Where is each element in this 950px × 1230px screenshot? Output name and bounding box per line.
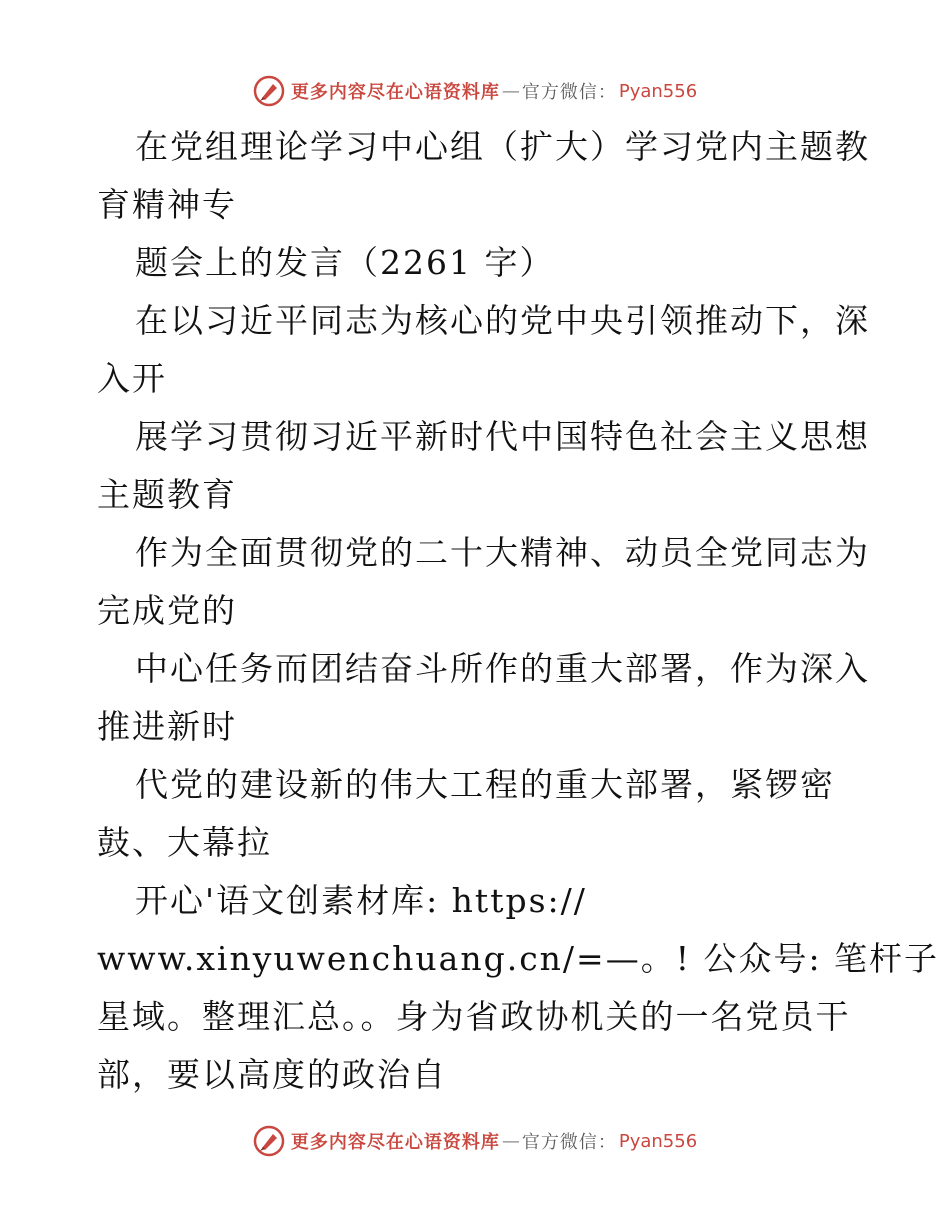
banner-wechat-id: Pyan556 bbox=[618, 1130, 698, 1152]
footer-watermark-banner bbox=[0, 1121, 950, 1161]
pen-nib-logo-icon bbox=[253, 75, 285, 107]
banner-wechat-label: 官方微信： bbox=[521, 1132, 617, 1153]
text-line: 在党组理论学习中心组（扩大）学习党内主题教 bbox=[135, 127, 870, 166]
text-line: 星域。整理汇总。。身为省政协机关的一名党员干 bbox=[97, 997, 851, 1036]
text-line: 在以习近平同志为核心的党中央引领推动下，深 bbox=[135, 301, 870, 340]
text-line: 部，要以高度的政治自 bbox=[97, 1055, 447, 1094]
pen-nib-logo-icon bbox=[253, 1125, 285, 1157]
text-line: 推进新时 bbox=[97, 707, 237, 746]
banner-dash: — bbox=[501, 1130, 520, 1152]
banner-main-text: 更多内容尽在心语资料库 bbox=[290, 1132, 500, 1153]
text-line: 开心'语文创素材库: https:// bbox=[135, 881, 587, 920]
banner-dash: — bbox=[501, 80, 520, 102]
banner-wechat-id: Pyan556 bbox=[618, 80, 698, 102]
banner-main-text: 更多内容尽在心语资料库 bbox=[290, 82, 500, 103]
text-line: 完成党的 bbox=[97, 591, 237, 630]
text-line: 题会上的发言（2261 字） bbox=[135, 243, 555, 282]
text-line: 代党的建设新的伟大工程的重大部署，紧锣密 bbox=[135, 765, 835, 804]
banner-wechat-label: 官方微信： bbox=[521, 82, 617, 103]
header-watermark-banner bbox=[0, 71, 950, 111]
text-line: 主题教育 bbox=[97, 475, 237, 514]
text-line: 入开 bbox=[97, 359, 167, 398]
document-body bbox=[97, 118, 940, 1104]
text-line: 展学习贯彻习近平新时代中国特色社会主义思想 bbox=[135, 417, 870, 456]
text-line: 育精神专 bbox=[97, 185, 237, 224]
text-line: 中心任务而团结奋斗所作的重大部署，作为深入 bbox=[135, 649, 870, 688]
text-line: 作为全面贯彻党的二十大精神、动员全党同志为 bbox=[135, 533, 870, 572]
text-line: 鼓、大幕拉 bbox=[97, 823, 272, 862]
text-line: www.xinyuwenchuang.cn/=—。! 公众号: 笔杆子 bbox=[97, 939, 940, 978]
